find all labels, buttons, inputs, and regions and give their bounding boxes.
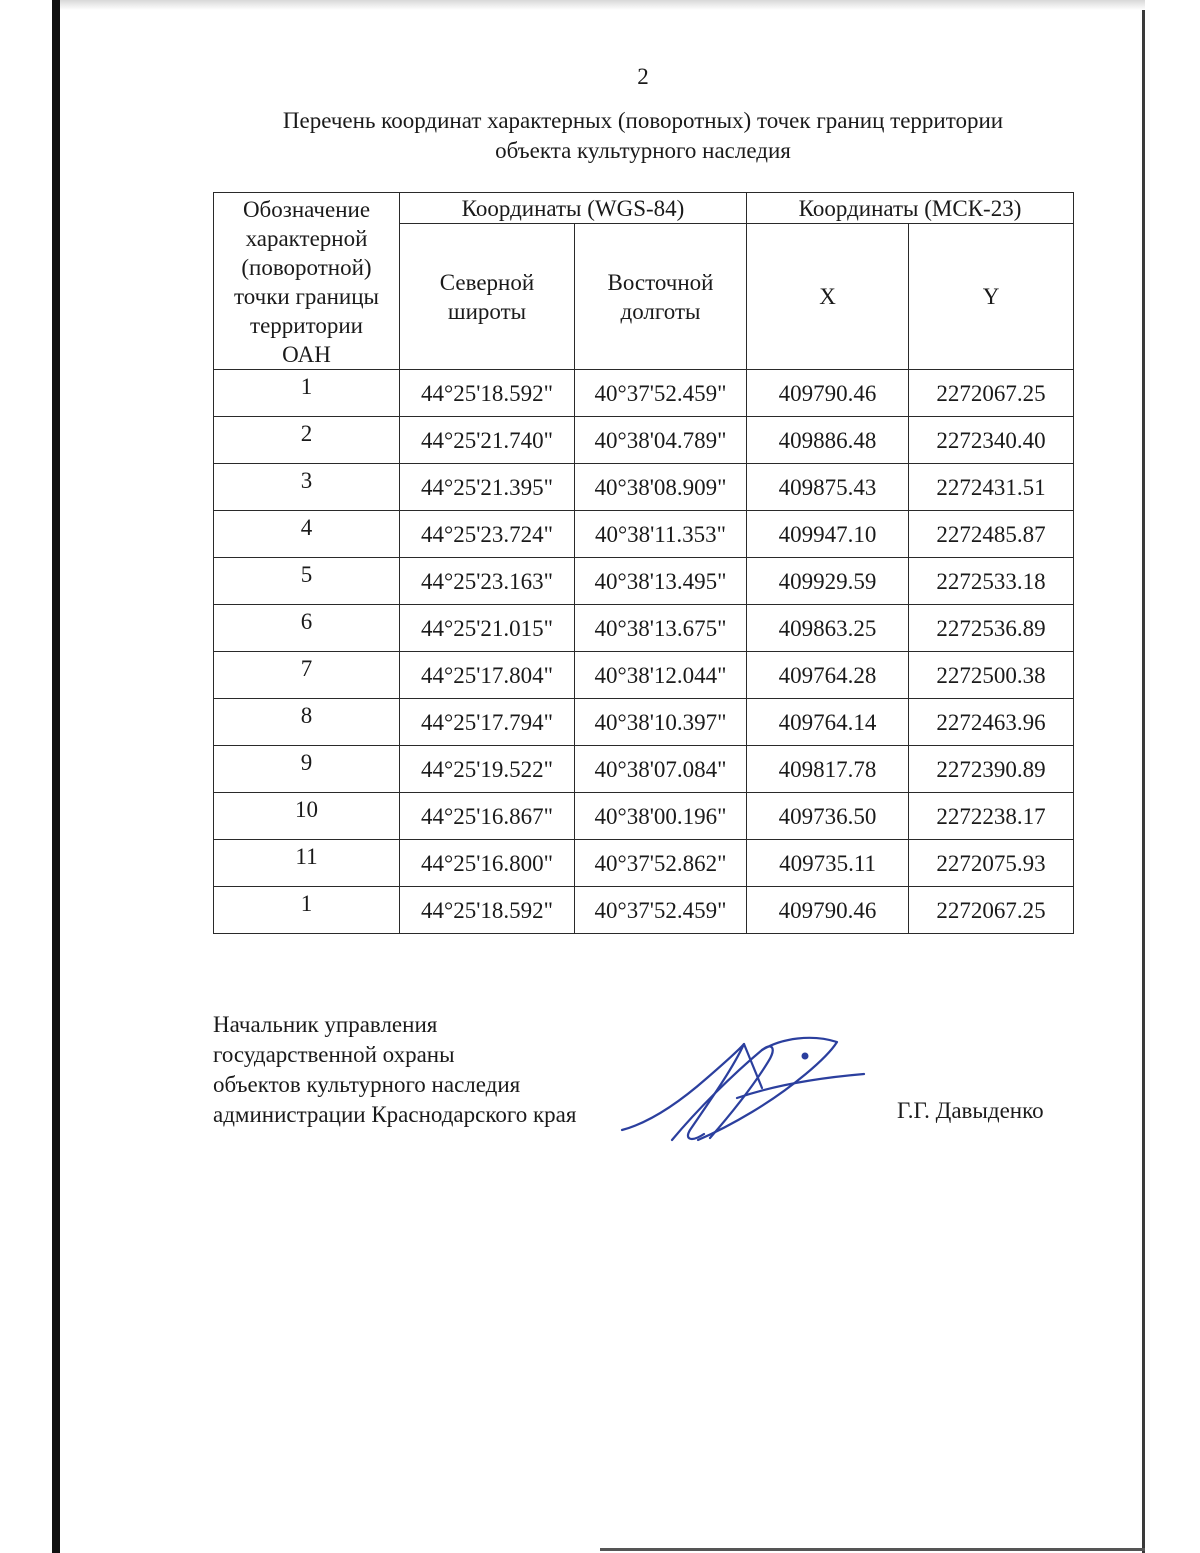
cell-point: 1 (214, 887, 400, 934)
cell-y: 2272500.38 (909, 652, 1074, 699)
header-point-line: точки границы (234, 284, 379, 309)
document-title-line-1: Перечень координат характерных (поворотных) точек границ территории (282, 108, 1004, 133)
table-row (214, 370, 1074, 417)
cell-latitude: 44°25'18.592" (400, 887, 575, 934)
cell-x: 409875.43 (747, 464, 909, 511)
scan-edge-left (52, 0, 60, 1553)
cell-y: 2272067.25 (909, 370, 1074, 417)
header-longitude (575, 224, 747, 370)
header-point-line: территории (250, 313, 363, 338)
header-longitude-line: долготы (620, 298, 701, 324)
table-row (214, 652, 1074, 699)
signatory-position (213, 1010, 576, 1130)
table-row (214, 558, 1074, 605)
header-point-designation (214, 193, 400, 370)
cell-y: 2272431.51 (909, 464, 1074, 511)
cell-latitude: 44°25'17.794" (400, 699, 575, 746)
scan-edge-right (1142, 0, 1145, 1553)
cell-longitude: 40°38'07.084" (575, 746, 747, 793)
cell-longitude: 40°38'10.397" (575, 699, 747, 746)
cell-longitude: 40°38'11.353" (575, 511, 747, 558)
signatory-position-line: объектов культурного наследия (213, 1072, 521, 1097)
cell-x: 409886.48 (747, 417, 909, 464)
cell-point: 9 (214, 746, 400, 793)
cell-y: 2272533.18 (909, 558, 1074, 605)
cell-y: 2272390.89 (909, 746, 1074, 793)
cell-point: 2 (214, 417, 400, 464)
cell-y: 2272536.89 (909, 605, 1074, 652)
cell-longitude: 40°37'52.862" (575, 840, 747, 887)
cell-y: 2272340.40 (909, 417, 1074, 464)
table-row (214, 887, 1074, 934)
header-latitude (400, 224, 575, 370)
signer-name: Г.Г. Давыденко (897, 1098, 1044, 1123)
cell-latitude: 44°25'21.015" (400, 605, 575, 652)
header-y: Y (909, 224, 1074, 370)
table-row (214, 699, 1074, 746)
cell-point: 1 (214, 370, 400, 417)
scan-edge-bottom (600, 1548, 1145, 1551)
coordinates-table (213, 192, 1074, 934)
signatory-position-line: администрации Краснодарского края (213, 1102, 577, 1127)
cell-x: 409790.46 (747, 370, 909, 417)
cell-point: 8 (214, 699, 400, 746)
cell-latitude: 44°25'17.804" (400, 652, 575, 699)
cell-longitude: 40°38'04.789" (575, 417, 747, 464)
cell-point: 7 (214, 652, 400, 699)
table-row (214, 464, 1074, 511)
cell-longitude: 40°38'12.044" (575, 652, 747, 699)
cell-point: 3 (214, 464, 400, 511)
header-point-line: характерной (245, 226, 368, 251)
header-latitude-line: Северной (439, 269, 535, 295)
header-point-line: ОАН (282, 342, 331, 367)
header-wgs84-group: Координаты (WGS-84) (400, 193, 747, 224)
cell-longitude: 40°38'13.495" (575, 558, 747, 605)
cell-y: 2272067.25 (909, 887, 1074, 934)
cell-longitude: 40°37'52.459" (575, 370, 747, 417)
cell-latitude: 44°25'16.867" (400, 793, 575, 840)
header-msk23-group: Координаты (МСК-23) (747, 193, 1074, 224)
cell-point: 10 (214, 793, 400, 840)
cell-x: 409735.11 (747, 840, 909, 887)
cell-x: 409947.10 (747, 511, 909, 558)
document-title-line-2: объекта культурного наследия (495, 138, 791, 163)
table-row (214, 793, 1074, 840)
cell-longitude: 40°38'00.196" (575, 793, 747, 840)
cell-latitude: 44°25'21.740" (400, 417, 575, 464)
cell-x: 409790.46 (747, 887, 909, 934)
cell-longitude: 40°37'52.459" (575, 887, 747, 934)
handwritten-signature (612, 1030, 882, 1150)
table-header-row-1 (214, 193, 1074, 224)
cell-longitude: 40°38'08.909" (575, 464, 747, 511)
cell-latitude: 44°25'16.800" (400, 840, 575, 887)
cell-latitude: 44°25'18.592" (400, 370, 575, 417)
cell-point: 6 (214, 605, 400, 652)
cell-latitude: 44°25'19.522" (400, 746, 575, 793)
header-latitude-line: широты (447, 298, 527, 324)
table-row (214, 417, 1074, 464)
cell-y: 2272485.87 (909, 511, 1074, 558)
document-title (213, 106, 1073, 166)
cell-latitude: 44°25'23.724" (400, 511, 575, 558)
cell-latitude: 44°25'21.395" (400, 464, 575, 511)
coordinates-table-body (214, 370, 1074, 934)
table-row (214, 840, 1074, 887)
cell-x: 409863.25 (747, 605, 909, 652)
header-x: X (747, 224, 909, 370)
cell-y: 2272238.17 (909, 793, 1074, 840)
signatory-position-line: государственной охраны (213, 1042, 455, 1067)
signatory-position-line: Начальник управления (213, 1012, 438, 1037)
cell-x: 409929.59 (747, 558, 909, 605)
page-number: 2 (637, 64, 649, 89)
header-longitude-line: Восточной (607, 269, 714, 295)
cell-point: 11 (214, 840, 400, 887)
header-point-line: (поворотной) (241, 255, 372, 280)
cell-x: 409764.28 (747, 652, 909, 699)
cell-point: 4 (214, 511, 400, 558)
cell-longitude: 40°38'13.675" (575, 605, 747, 652)
cell-x: 409764.14 (747, 699, 909, 746)
cell-x: 409817.78 (747, 746, 909, 793)
table-row (214, 746, 1074, 793)
table-row (214, 511, 1074, 558)
cell-y: 2272463.96 (909, 699, 1074, 746)
cell-point: 5 (214, 558, 400, 605)
header-point-line: Обозначение (242, 197, 371, 222)
cell-y: 2272075.93 (909, 840, 1074, 887)
cell-x: 409736.50 (747, 793, 909, 840)
cell-latitude: 44°25'23.163" (400, 558, 575, 605)
scan-edge-top (60, 0, 1145, 10)
table-row (214, 605, 1074, 652)
